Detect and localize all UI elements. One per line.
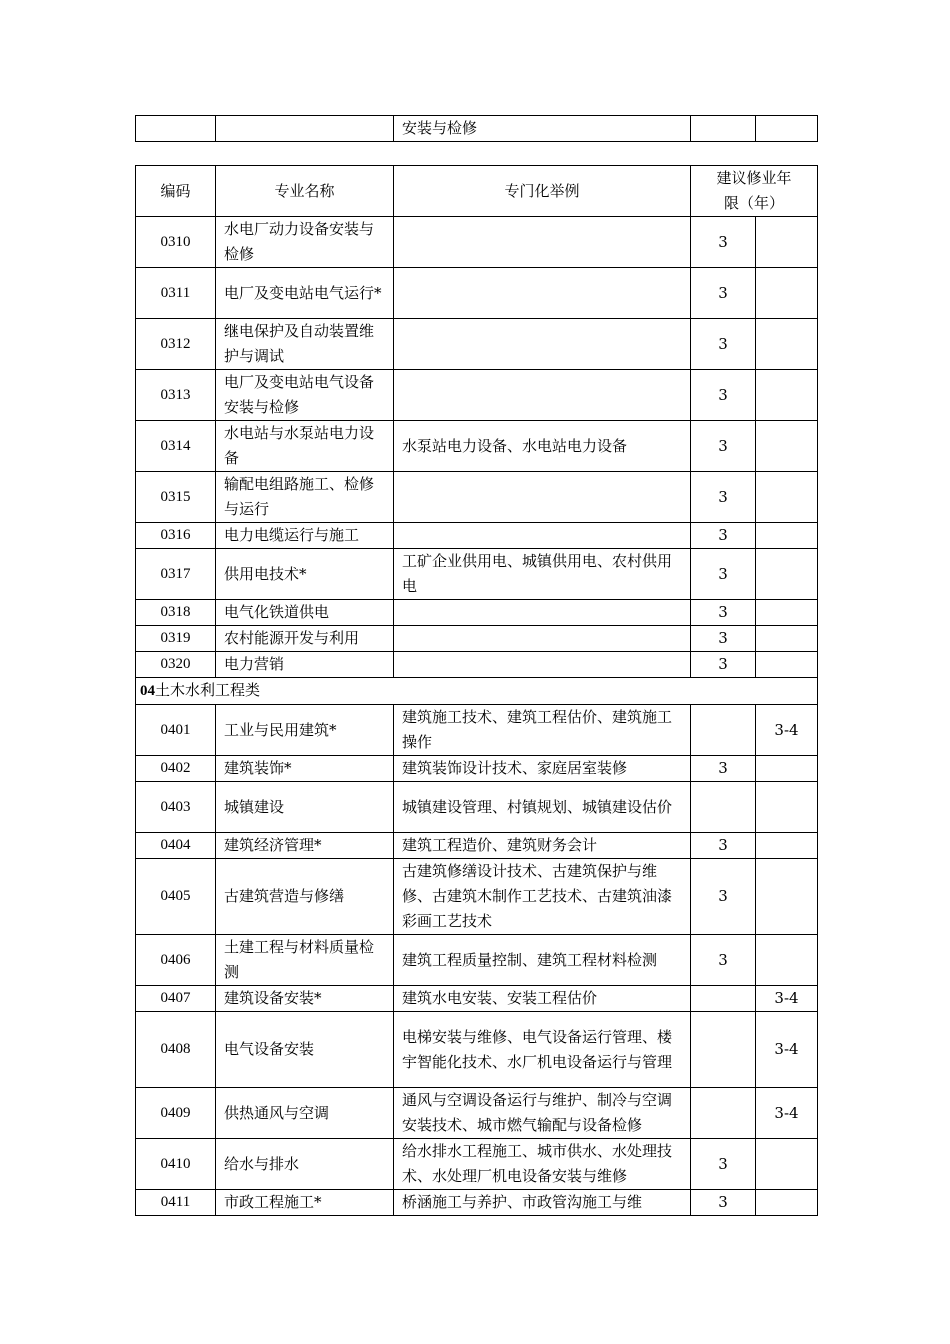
category-name: 土木水利工程类	[155, 681, 261, 699]
cell-code: 0319	[136, 626, 216, 652]
table-row	[136, 935, 818, 986]
cell-years-3: 3	[691, 1139, 756, 1190]
cell-years-3: 3	[691, 472, 756, 523]
cell-years-3: 3	[691, 217, 756, 268]
cell-name: 电厂及变电站电气运行*	[216, 268, 394, 319]
cell-examples	[394, 652, 691, 678]
table-row	[136, 1190, 818, 1216]
table-row	[136, 217, 818, 268]
cell-name: 给水与排水	[216, 1139, 394, 1190]
table-row	[136, 859, 818, 935]
cell-years-3: 3	[691, 652, 756, 678]
cell-examples	[394, 319, 691, 370]
cell-code: 0401	[136, 705, 216, 756]
table-row	[136, 549, 818, 600]
cell-examples: 建筑工程质量控制、建筑工程材料检测	[394, 935, 691, 986]
table-row	[136, 319, 818, 370]
table-row	[136, 652, 818, 678]
cell-examples: 建筑施工技术、建筑工程估价、建筑施工操作	[394, 705, 691, 756]
table-row	[136, 705, 818, 756]
table-row	[136, 421, 818, 472]
header-code: 编码	[136, 166, 216, 217]
continuation-row	[136, 116, 818, 142]
cell-name: 继电保护及自动装置维护与调试	[216, 319, 394, 370]
cell-examples	[394, 626, 691, 652]
table-row	[136, 833, 818, 859]
cell-code: 0315	[136, 472, 216, 523]
cell-years-4	[756, 652, 818, 678]
cell-years-3: 3	[691, 626, 756, 652]
cell-examples: 建筑装饰设计技术、家庭居室装修	[394, 756, 691, 782]
specialty-table	[135, 165, 818, 1216]
cell-years-4	[756, 421, 818, 472]
cell-years-3: 3	[691, 600, 756, 626]
table-row	[136, 782, 818, 833]
cell-years-3: 3	[691, 549, 756, 600]
cell-code: 0407	[136, 986, 216, 1012]
table-row	[136, 472, 818, 523]
cell-years-4	[756, 935, 818, 986]
cell-examples: 安装与检修	[394, 116, 691, 142]
cell-years-3	[691, 1088, 756, 1139]
header-examples: 专门化举例	[394, 166, 691, 217]
cell-years-4	[756, 472, 818, 523]
cell-years-4: 3-4	[756, 986, 818, 1012]
cell-name: 建筑经济管理*	[216, 833, 394, 859]
cell-name: 电气化铁道供电	[216, 600, 394, 626]
cell-years-3	[691, 1012, 756, 1088]
cell-examples	[394, 472, 691, 523]
cell-years-4	[756, 782, 818, 833]
cell-years-3: 3	[691, 1190, 756, 1216]
cell-years-3	[691, 782, 756, 833]
cell-years-3: 3	[691, 268, 756, 319]
header-years: 建议修业年限（年）	[691, 166, 818, 217]
cell-name: 城镇建设	[216, 782, 394, 833]
cell-name: 电气设备安装	[216, 1012, 394, 1088]
table-row	[136, 1012, 818, 1088]
cell-examples: 城镇建设管理、村镇规划、城镇建设估价	[394, 782, 691, 833]
cell-name: 农村能源开发与利用	[216, 626, 394, 652]
cell-years-4	[756, 116, 818, 142]
continuation-table	[135, 115, 818, 142]
cell-years-3: 3	[691, 935, 756, 986]
cell-years-4: 3-4	[756, 1088, 818, 1139]
table-row	[136, 1139, 818, 1190]
cell-code: 0312	[136, 319, 216, 370]
cell-years-4	[756, 217, 818, 268]
cell-code: 0404	[136, 833, 216, 859]
cell-name: 古建筑营造与修缮	[216, 859, 394, 935]
cell-years-3	[691, 986, 756, 1012]
cell-examples: 古建筑修缮设计技术、古建筑保护与维修、古建筑木制作工艺技术、古建筑油漆彩画工艺技术	[394, 859, 691, 935]
cell-examples: 水泵站电力设备、水电站电力设备	[394, 421, 691, 472]
cell-code: 0314	[136, 421, 216, 472]
cell-years-4: 3-4	[756, 705, 818, 756]
cell-name: 建筑设备安装*	[216, 986, 394, 1012]
cell-years-3	[691, 116, 756, 142]
table-row	[136, 986, 818, 1012]
cell-years-3: 3	[691, 756, 756, 782]
table-row	[136, 1088, 818, 1139]
cell-name: 电力电缆运行与施工	[216, 523, 394, 549]
cell-name: 水电站与水泵站电力设备	[216, 421, 394, 472]
cell-examples: 电梯安装与维修、电气设备运行管理、楼宇智能化技术、水厂机电设备运行与管理	[394, 1012, 691, 1088]
cell-years-4: 3-4	[756, 1012, 818, 1088]
cell-code: 0313	[136, 370, 216, 421]
cell-years-4	[756, 1190, 818, 1216]
cell-examples	[394, 268, 691, 319]
cell-examples: 建筑工程造价、建筑财务会计	[394, 833, 691, 859]
cell-name: 电厂及变电站电气设备安装与检修	[216, 370, 394, 421]
cell-code: 0409	[136, 1088, 216, 1139]
cell-examples: 桥涵施工与养护、市政管沟施工与维	[394, 1190, 691, 1216]
cell-code: 0316	[136, 523, 216, 549]
table-row	[136, 600, 818, 626]
cell-code	[136, 116, 216, 142]
cell-name: 供热通风与空调	[216, 1088, 394, 1139]
cell-examples	[394, 370, 691, 421]
cell-years-4	[756, 268, 818, 319]
cell-code: 0310	[136, 217, 216, 268]
cell-years-3	[691, 705, 756, 756]
cell-examples: 建筑水电安装、安装工程估价	[394, 986, 691, 1012]
cell-years-3: 3	[691, 319, 756, 370]
table-row	[136, 370, 818, 421]
cell-years-4	[756, 833, 818, 859]
cell-years-4	[756, 626, 818, 652]
cell-years-4	[756, 370, 818, 421]
cell-years-4	[756, 319, 818, 370]
cell-code: 0318	[136, 600, 216, 626]
cell-code: 0411	[136, 1190, 216, 1216]
cell-examples	[394, 217, 691, 268]
cell-name	[216, 116, 394, 142]
cell-name: 建筑装饰*	[216, 756, 394, 782]
cell-code: 0405	[136, 859, 216, 935]
cell-years-4	[756, 1139, 818, 1190]
cell-years-3: 3	[691, 370, 756, 421]
cell-code: 0408	[136, 1012, 216, 1088]
cell-name: 电力营销	[216, 652, 394, 678]
cell-code: 0320	[136, 652, 216, 678]
category-label	[136, 678, 818, 705]
table-row	[136, 626, 818, 652]
cell-code: 0317	[136, 549, 216, 600]
cell-years-4	[756, 523, 818, 549]
cell-years-3: 3	[691, 833, 756, 859]
cell-code: 0403	[136, 782, 216, 833]
cell-name: 供用电技术*	[216, 549, 394, 600]
cell-code: 0406	[136, 935, 216, 986]
header-row	[136, 166, 818, 217]
cell-years-3: 3	[691, 421, 756, 472]
category-number: 04	[140, 683, 155, 699]
cell-name: 工业与民用建筑*	[216, 705, 394, 756]
cell-examples	[394, 600, 691, 626]
cell-name: 土建工程与材料质量检测	[216, 935, 394, 986]
cell-years-4	[756, 859, 818, 935]
cell-code: 0311	[136, 268, 216, 319]
cell-examples	[394, 523, 691, 549]
cell-years-4	[756, 600, 818, 626]
table-row	[136, 268, 818, 319]
cell-name: 水电厂动力设备安装与检修	[216, 217, 394, 268]
cell-examples: 给水排水工程施工、城市供水、水处理技术、水处理厂机电设备安装与维修	[394, 1139, 691, 1190]
table-row	[136, 523, 818, 549]
cell-years-4	[756, 549, 818, 600]
category-row	[136, 678, 818, 705]
cell-years-4	[756, 756, 818, 782]
cell-name: 输配电组路施工、检修与运行	[216, 472, 394, 523]
cell-years-3: 3	[691, 859, 756, 935]
cell-name: 市政工程施工*	[216, 1190, 394, 1216]
table-row	[136, 756, 818, 782]
cell-years-3: 3	[691, 523, 756, 549]
cell-code: 0402	[136, 756, 216, 782]
cell-examples: 通风与空调设备运行与维护、制冷与空调安装技术、城市燃气输配与设备检修	[394, 1088, 691, 1139]
header-name: 专业名称	[216, 166, 394, 217]
cell-examples: 工矿企业供用电、城镇供用电、农村供用电	[394, 549, 691, 600]
cell-code: 0410	[136, 1139, 216, 1190]
